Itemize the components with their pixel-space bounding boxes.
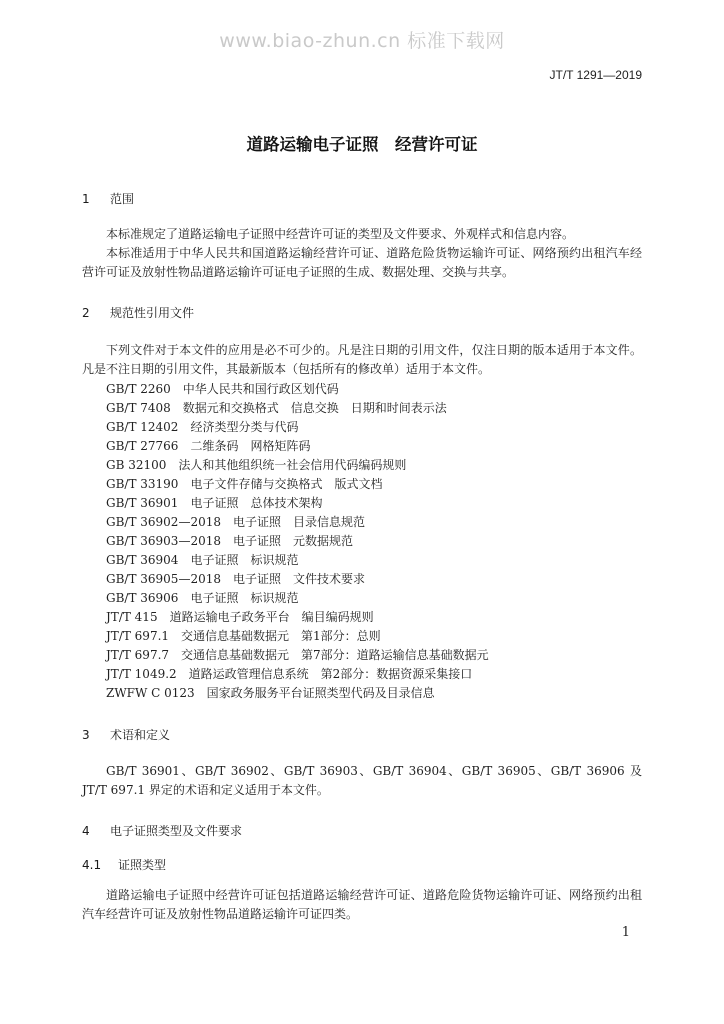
section-4-1-para: 道路运输电子证照中经营许可证包括道路运输经营许可证、道路危险货物运输许可证、网络预约出租汽车经营许可证及放射性物品道路运输许可证四类。 <box>82 888 642 921</box>
reference-item: GB/T 36904 电子证照 标识规范 <box>106 553 299 567</box>
section-title: 范围 <box>110 192 135 206</box>
reference-item: GB/T 36905—2018 电子证照 文件技术要求 <box>106 572 365 586</box>
watermark-text: www.biao-zhun.cn 标准下载网 <box>219 30 505 52</box>
reference-item: GB/T 12402 经济类型分类与代码 <box>106 420 299 434</box>
section-2-intro: 下列文件对于本文件的应用是必不可少的。凡是注日期的引用文件，仅注日期的版本适用于本文件。凡是不注日期的引用文件，其最新版本（包括所有的修改单）适用于本文件。 <box>82 343 642 376</box>
section-number: 2 <box>82 306 90 320</box>
reference-item: JT/T 697.1 交通信息基础数据元 第1部分：总则 <box>106 629 381 643</box>
section-number: 1 <box>82 192 90 206</box>
section-number: 4.1 <box>82 858 102 872</box>
reference-item: GB/T 2260 中华人民共和国行政区划代码 <box>106 382 339 396</box>
reference-item: GB/T 36901 电子证照 总体技术架构 <box>106 496 323 510</box>
reference-item: GB/T 33190 电子文件存储与交换格式 版式文档 <box>106 477 383 491</box>
reference-item: ZWFW C 0123 国家政务服务平台证照类型代码及目录信息 <box>106 686 435 700</box>
reference-item: JT/T 697.7 交通信息基础数据元 第7部分：道路运输信息基础数据元 <box>106 648 489 662</box>
section-2-heading <box>82 304 194 321</box>
section-title: 电子证照类型及文件要求 <box>110 824 243 838</box>
reference-item: GB/T 36902—2018 电子证照 目录信息规范 <box>106 515 365 529</box>
section-number: 3 <box>82 728 90 742</box>
section-title: 术语和定义 <box>110 728 171 742</box>
section-number: 4 <box>82 824 90 838</box>
reference-item: JT/T 1049.2 道路运政管理信息系统 第2部分：数据资源采集接口 <box>106 667 473 681</box>
section-3-heading <box>82 726 170 743</box>
section-4-1-heading <box>82 856 166 873</box>
standard-code: JT/T 1291—2019 <box>549 68 642 82</box>
reference-item: GB/T 36906 电子证照 标识规范 <box>106 591 299 605</box>
reference-item: JT/T 415 道路运输电子政务平台 编目编码规则 <box>106 610 374 624</box>
reference-item: GB 32100 法人和其他组织统一社会信用代码编码规则 <box>106 458 407 472</box>
document-title: 道路运输电子证照 经营许可证 <box>246 135 478 154</box>
section-4-heading <box>82 822 242 839</box>
section-title: 证照类型 <box>118 858 167 872</box>
section-1-para-2: 本标准适用于中华人民共和国道路运输经营许可证、道路危险货物运输许可证、网络预约出租汽车经营许可证及放射性物品道路运输许可证电子证照的生成、数据处理、交换与共享。 <box>82 246 642 279</box>
reference-item: GB/T 36903—2018 电子证照 元数据规范 <box>106 534 353 548</box>
page-number: 1 <box>621 925 630 940</box>
section-1-heading <box>82 190 134 207</box>
section-title: 规范性引用文件 <box>110 306 195 320</box>
section-3-para: GB/T 36901、GB/T 36902、GB/T 36903、GB/T 36904、GB/T 36905、GB/T 36906 及 JT/T 697.1 界定的术语和定义适用于本文件。 <box>82 764 642 797</box>
reference-item: GB/T 27766 二维条码 网格矩阵码 <box>106 439 311 453</box>
reference-item: GB/T 7408 数据元和交换格式 信息交换 日期和时间表示法 <box>106 401 447 415</box>
section-1-para-1: 本标准规定了道路运输电子证照中经营许可证的类型及文件要求、外观样式和信息内容。 <box>106 227 575 241</box>
